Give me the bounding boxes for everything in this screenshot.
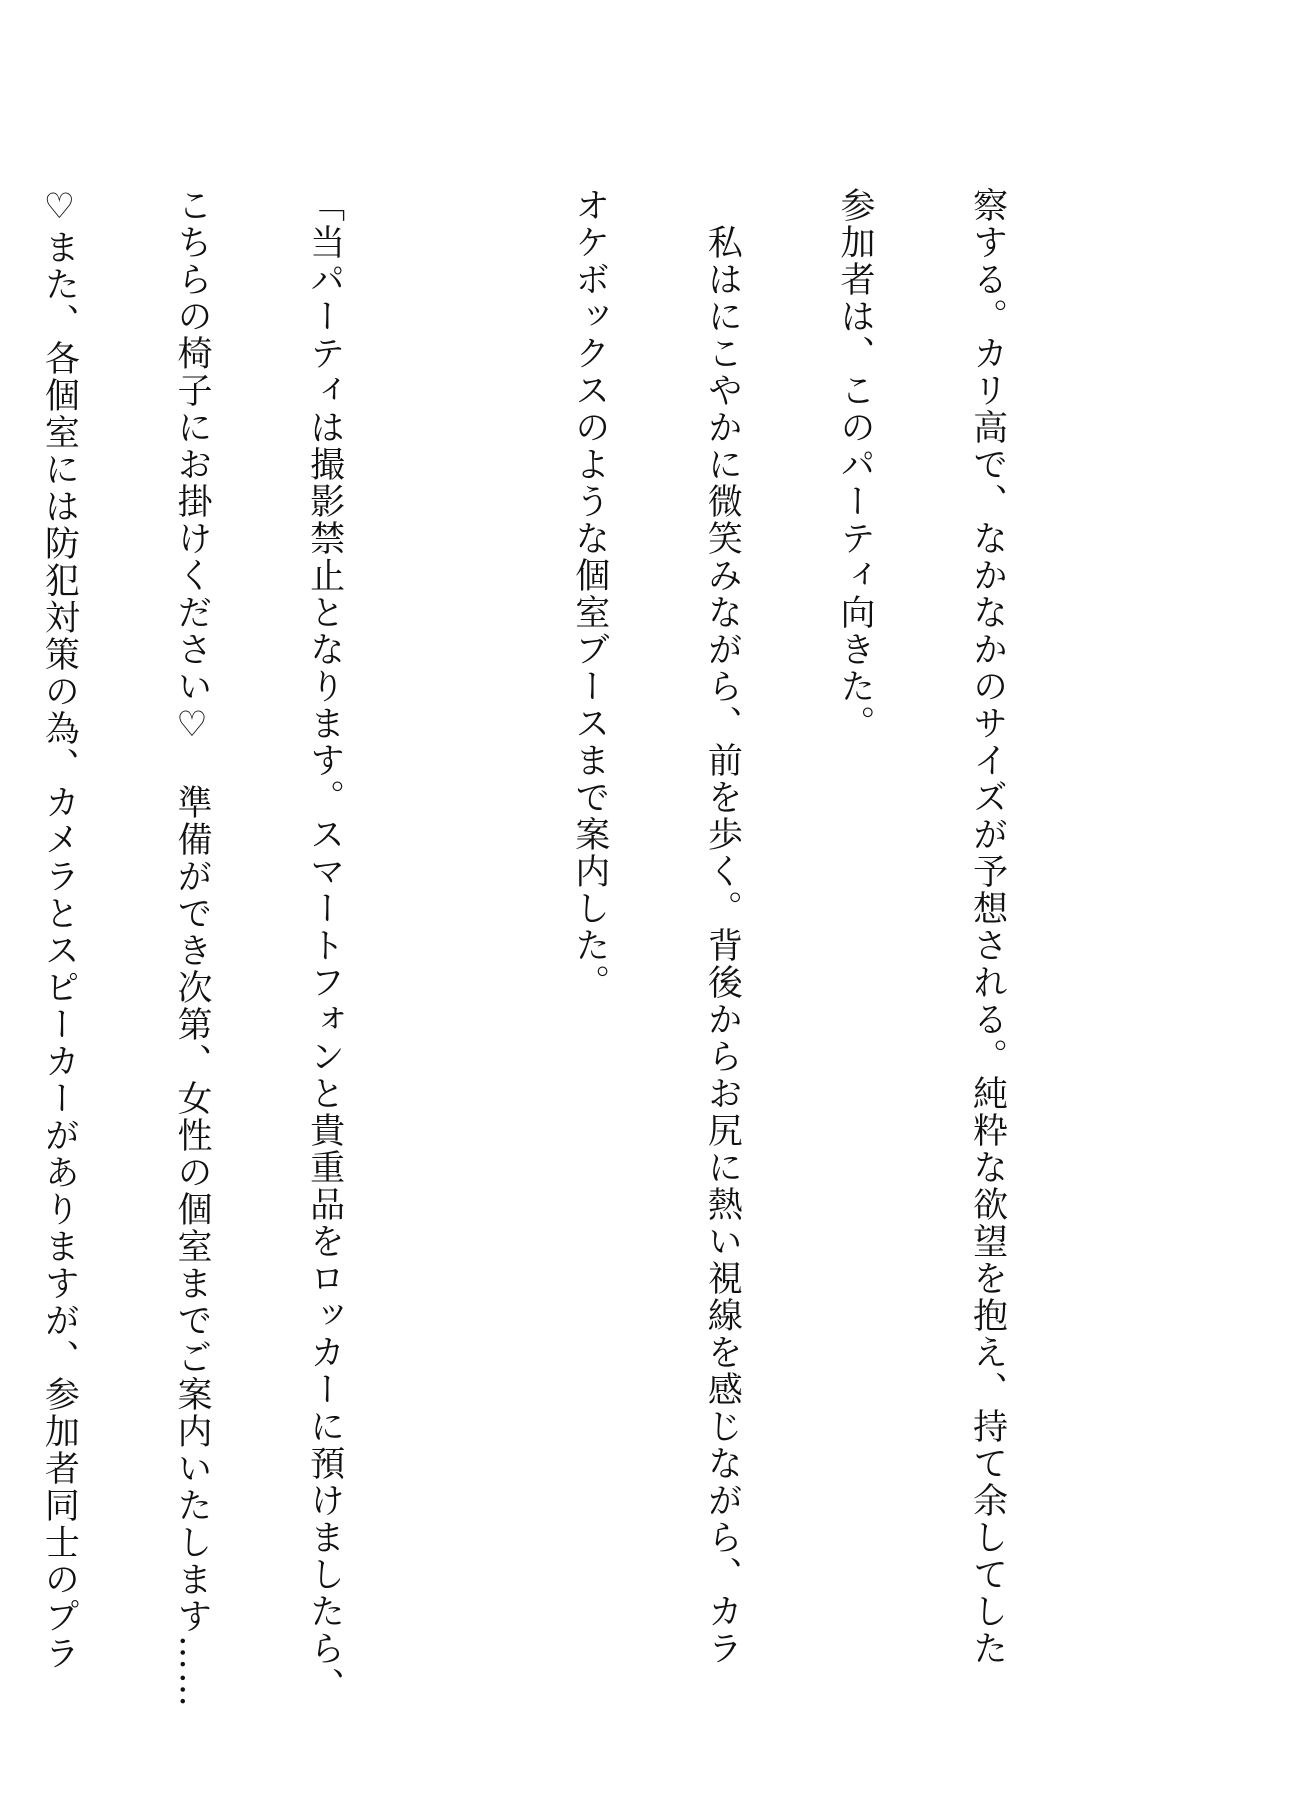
text-line: 参加者は、このパーティ向きた。 (834, 187, 875, 742)
text-line: 私はにこやかに微笑みながら、前を歩く。背後からお尻に熱い視線を感じながら、カラ (702, 224, 743, 1667)
dialogue-line: 「当パーティは撮影禁止となります。スマートフォンと貴重品をロッカーに預けましたら、 (304, 187, 345, 1704)
dialogue-line: こちらの椅子にお掛けください♡ 準備ができ次第、女性の個室までご案内いたします…… (171, 187, 212, 1709)
blank-line (435, 187, 479, 1657)
text-line: オケボックスのような個室ブースまで案内した。 (569, 187, 610, 1001)
vertical-text-body (0, 187, 1098, 1709)
dialogue-line: ♡また、各個室には防犯対策の為、カメラとスピーカーがありますが、参加者同士のプラ (39, 187, 80, 1672)
text-line: 察する。カリ高で、なかなかのサイズが予想される。純粋な欲望を抱え、持て余してした (967, 187, 1008, 1667)
